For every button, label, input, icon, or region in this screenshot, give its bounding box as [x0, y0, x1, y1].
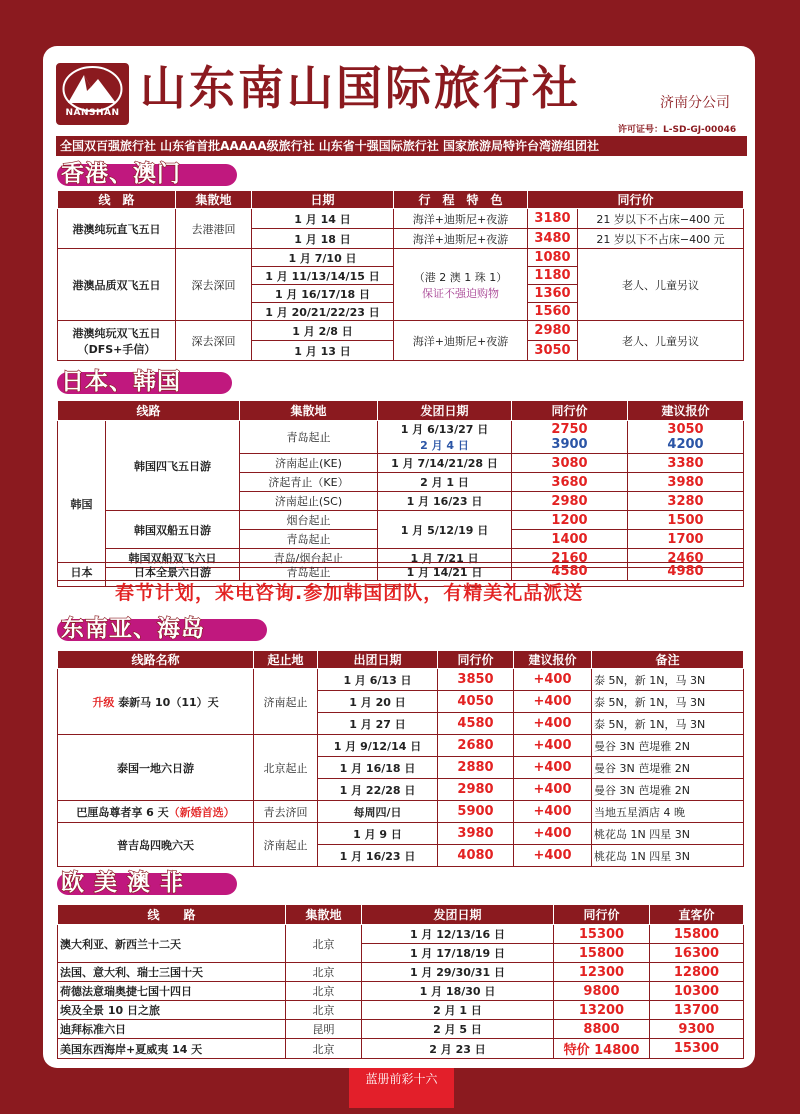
hub: 昆明	[286, 1020, 362, 1039]
table-header-row	[58, 905, 744, 925]
table-row	[58, 982, 744, 1001]
hk-macau-table	[57, 190, 744, 361]
price: 4050	[438, 691, 514, 713]
date: 1 月 18/30 日	[362, 982, 554, 1001]
date: 1 月 12/13/16 日	[362, 925, 554, 944]
col-header: 同行价	[438, 651, 514, 669]
direct-price: 9300	[650, 1020, 744, 1039]
price: 2750 3900	[512, 421, 628, 454]
hub: 青去济回	[254, 801, 318, 823]
col-header: 备注	[592, 651, 744, 669]
hub: 烟台起止	[240, 511, 378, 530]
hub: 济南起止	[254, 669, 318, 735]
date: 2 月 1 日	[378, 473, 512, 492]
hub: 深去深回	[176, 321, 252, 361]
table-row	[58, 511, 744, 530]
route-name: 澳大利亚、新西兰十二天	[58, 925, 286, 963]
price: 5900	[438, 801, 514, 823]
hub: 济南起止	[254, 823, 318, 867]
date: 1 月 6/13/27 日 2 月 4 日	[378, 421, 512, 454]
route-name: 日本全景六日游	[106, 563, 240, 581]
feature: 海洋+迪斯尼+夜游	[394, 209, 528, 229]
honors-band: 全国双百强旅行社 山东省首批AAAAA级旅行社 山东省十强国际旅行社 国家旅游局特许台湾游组团社	[56, 136, 747, 156]
price: 1560	[528, 303, 578, 321]
country: 日本	[58, 563, 106, 581]
price: 3180	[528, 209, 578, 229]
suggested-price: +400	[514, 823, 592, 845]
price: 12300	[554, 963, 650, 982]
date: 1 月 6/13 日	[318, 669, 438, 691]
hub: 北京	[286, 963, 362, 982]
route-name: 迪拜标准六日	[58, 1020, 286, 1039]
feature: 海洋+迪斯尼+夜游	[394, 321, 528, 361]
price: 4580	[438, 713, 514, 735]
route-name: 荷德法意瑞奥捷七国十四日	[58, 982, 286, 1001]
route-name: 埃及全景 10 日之旅	[58, 1001, 286, 1020]
price: 8800	[554, 1020, 650, 1039]
table-row	[58, 963, 744, 982]
hub: 济南起止(KE)	[240, 454, 378, 473]
suggested-price: +400	[514, 801, 592, 823]
col-header: 同行价	[512, 401, 628, 421]
table-header-row	[58, 401, 744, 421]
price: 2880	[438, 757, 514, 779]
date: 每周四/日	[318, 801, 438, 823]
date: 2 月 5 日	[362, 1020, 554, 1039]
hub: 北京	[286, 982, 362, 1001]
logo-text: NANSHAN	[65, 108, 120, 118]
table-row	[58, 1020, 744, 1039]
license-number: 许可证号：L-SD-GJ-00046	[618, 125, 737, 135]
price: 9800	[554, 982, 650, 1001]
route-name: 港澳纯玩直飞五日	[58, 209, 176, 249]
route-name: 法国、意大利、瑞士三国十天	[58, 963, 286, 982]
country: 韩国	[58, 421, 106, 587]
table-row	[58, 669, 744, 691]
col-header: 集散地	[176, 191, 252, 209]
route-name: 港澳品质双飞五日	[58, 249, 176, 321]
price: 1200	[512, 511, 628, 530]
date: 1 月 29/30/31 日	[362, 963, 554, 982]
route-name: 港澳纯玩双飞五日 （DFS+手信）	[58, 321, 176, 361]
company-logo	[56, 63, 129, 125]
suggested-price: +400	[514, 713, 592, 735]
col-header: 线 路	[58, 191, 176, 209]
col-header: 行 程 特 色	[394, 191, 528, 209]
price: 特价 14800	[554, 1039, 650, 1059]
col-header: 同行价	[528, 191, 744, 209]
price: 2980	[438, 779, 514, 801]
hub: 青岛起止	[240, 421, 378, 454]
feature: （港 2 澳 1 珠 1） 保证不强迫购物	[394, 249, 528, 321]
hub: 北京	[286, 1001, 362, 1020]
company-title: 山东南山国际旅行社	[140, 61, 581, 115]
price: 15800	[554, 944, 650, 963]
col-header: 建议报价	[628, 401, 744, 421]
hub: 北京	[286, 1039, 362, 1059]
note: 21 岁以下不占床−400 元	[578, 209, 744, 229]
suggested-price: 3980	[628, 473, 744, 492]
note: 老人、儿童另议	[578, 321, 744, 361]
europe-america-table	[57, 904, 744, 1059]
date: 1 月 22/28 日	[318, 779, 438, 801]
section-heading-sea: 东南亚、海岛	[57, 613, 247, 645]
suggested-price: +400	[514, 757, 592, 779]
direct-price: 16300	[650, 944, 744, 963]
suggested-price: 3050 4200	[628, 421, 744, 454]
date: 1 月 20/21/22/23 日	[252, 303, 394, 321]
col-header: 同行价	[554, 905, 650, 925]
price: 2980	[512, 492, 628, 511]
note: 当地五星酒店 4 晚	[592, 801, 744, 823]
hub: 深去深回	[176, 249, 252, 321]
note: 泰 5N，新 1N，马 3N	[592, 691, 744, 713]
page-footer: 蓝册前彩十六	[349, 1068, 454, 1108]
spring-festival-promo: 春节计划，来电咨询.参加韩国团队，有精美礼品派送	[115, 582, 584, 604]
date: 1 月 20 日	[318, 691, 438, 713]
note: 老人、儿童另议	[578, 249, 744, 321]
table-row	[58, 823, 744, 845]
hub: 青岛起止	[240, 530, 378, 549]
route-name: 升级 泰新马 10（11）天	[58, 669, 254, 735]
note: 曼谷 3N 芭堤雅 2N	[592, 757, 744, 779]
price: 3480	[528, 229, 578, 249]
section-heading-jk: 日本、韩国	[57, 366, 247, 398]
price: 4580	[512, 563, 628, 581]
date: 1 月 27 日	[318, 713, 438, 735]
date: 1 月 7/14/21/28 日	[378, 454, 512, 473]
col-header: 出团日期	[318, 651, 438, 669]
hub: 北京起止	[254, 735, 318, 801]
price: 1080	[528, 249, 578, 267]
col-header: 建议报价	[514, 651, 592, 669]
route-name: 韩国双船双飞六日	[106, 549, 240, 568]
route-name: 美国东西海岸+夏威夷 14 天	[58, 1039, 286, 1059]
date: 1 月 7/10 日	[252, 249, 394, 267]
hub: 青岛起止	[240, 563, 378, 581]
feature: 海洋+迪斯尼+夜游	[394, 229, 528, 249]
date: 1 月 18 日	[252, 229, 394, 249]
price: 3080	[512, 454, 628, 473]
price: 13200	[554, 1001, 650, 1020]
suggested-price: +400	[514, 691, 592, 713]
suggested-price: 1700	[628, 530, 744, 549]
hub: 济南起止(SC)	[240, 492, 378, 511]
hub: 济起青止（KE）	[240, 473, 378, 492]
note: 21 岁以下不占床−400 元	[578, 229, 744, 249]
date: 1 月 17/18/19 日	[362, 944, 554, 963]
price: 2680	[438, 735, 514, 757]
table-header-row	[58, 191, 744, 209]
price: 3050	[528, 341, 578, 361]
col-header: 日期	[252, 191, 394, 209]
table-row	[58, 925, 744, 944]
date: 1 月 14 日	[252, 209, 394, 229]
branch-name: 济南分公司	[660, 95, 730, 111]
direct-price: 15800	[650, 925, 744, 944]
route-name: 泰国一地六日游	[58, 735, 254, 801]
direct-price: 10300	[650, 982, 744, 1001]
suggested-price: 1500	[628, 511, 744, 530]
table-row	[58, 209, 744, 229]
direct-price: 13700	[650, 1001, 744, 1020]
hub: 青岛/烟台起止	[240, 549, 378, 568]
note: 泰 5N，新 1N，马 3N	[592, 713, 744, 735]
price: 3980	[438, 823, 514, 845]
col-header: 线路	[58, 401, 240, 421]
route-name: 韩国四飞五日游	[106, 421, 240, 511]
note: 曼谷 3N 芭堤雅 2N	[592, 779, 744, 801]
date: 1 月 2/8 日	[252, 321, 394, 341]
hub: 北京	[286, 925, 362, 963]
suggested-price: 3280	[628, 492, 744, 511]
date: 1 月 13 日	[252, 341, 394, 361]
section-heading-hk: 香港、澳门	[57, 158, 247, 190]
route-name: 普吉岛四晚六天	[58, 823, 254, 867]
route-name: 韩国双船五日游	[106, 511, 240, 549]
date: 2 月 23 日	[362, 1039, 554, 1059]
price: 4080	[438, 845, 514, 867]
col-header: 发团日期	[362, 905, 554, 925]
date: 1 月 14/21 日	[378, 563, 512, 581]
date: 2 月 1 日	[362, 1001, 554, 1020]
direct-price: 15300	[650, 1039, 744, 1059]
table-row	[58, 801, 744, 823]
suggested-price: 2460	[628, 549, 744, 568]
price: 2980	[528, 321, 578, 341]
price: 1400	[512, 530, 628, 549]
table-header-row	[58, 651, 744, 669]
col-header: 集散地	[240, 401, 378, 421]
date: 1 月 5/12/19 日	[378, 511, 512, 549]
date: 1 月 9 日	[318, 823, 438, 845]
price: 15300	[554, 925, 650, 944]
table-row	[58, 1039, 744, 1059]
date: 1 月 16/23 日	[378, 492, 512, 511]
suggested-price: +400	[514, 735, 592, 757]
col-header: 集散地	[286, 905, 362, 925]
col-header: 线路名称	[58, 651, 254, 669]
date: 1 月 11/13/14/15 日	[252, 267, 394, 285]
date: 1 月 16/23 日	[318, 845, 438, 867]
note: 曼谷 3N 芭堤雅 2N	[592, 735, 744, 757]
date: 1 月 9/12/14 日	[318, 735, 438, 757]
date: 1 月 16/18 日	[318, 757, 438, 779]
col-header: 起止地	[254, 651, 318, 669]
suggested-price: +400	[514, 845, 592, 867]
table-row	[58, 421, 744, 454]
table-row	[58, 249, 744, 267]
price: 3850	[438, 669, 514, 691]
note: 桃花岛 1N 四星 3N	[592, 845, 744, 867]
japan-korea-table	[57, 400, 744, 587]
table-row	[58, 1001, 744, 1020]
table-row	[58, 735, 744, 757]
price: 1180	[528, 267, 578, 285]
date: 1 月 16/17/18 日	[252, 285, 394, 303]
suggested-price: +400	[514, 669, 592, 691]
price: 2160	[512, 549, 628, 568]
suggested-price: 4980	[628, 563, 744, 581]
hub: 去港港回	[176, 209, 252, 249]
price: 1360	[528, 285, 578, 303]
note: 桃花岛 1N 四星 3N	[592, 823, 744, 845]
suggested-price: 3380	[628, 454, 744, 473]
date: 1 月 7/21 日	[378, 549, 512, 568]
table-row	[58, 321, 744, 341]
direct-price: 12800	[650, 963, 744, 982]
col-header: 发团日期	[378, 401, 512, 421]
col-header: 线 路	[58, 905, 286, 925]
price: 3680	[512, 473, 628, 492]
suggested-price: +400	[514, 779, 592, 801]
route-name: 巴厘岛尊者享 6 天（新婚首选）	[58, 801, 254, 823]
southeast-asia-table	[57, 650, 744, 867]
col-header: 直客价	[650, 905, 744, 925]
note: 泰 5N，新 1N，马 3N	[592, 669, 744, 691]
section-heading-eu: 欧 美 澳 非	[57, 867, 247, 899]
